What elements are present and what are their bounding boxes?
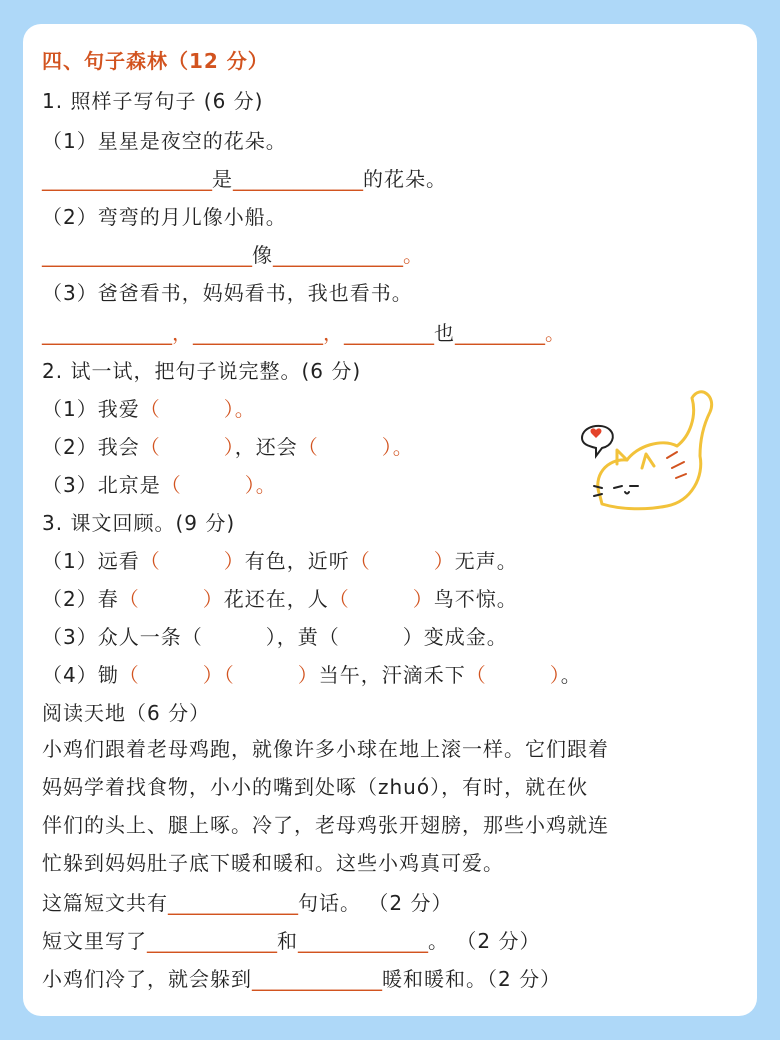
text: 。 [255, 473, 277, 497]
text: 暖和暖和。（2 分） [382, 967, 562, 991]
cat-with-heart-icon [572, 376, 722, 526]
text: ， [172, 321, 193, 345]
paren: （ [139, 549, 161, 573]
reading-q2[interactable] [42, 926, 540, 956]
passage-line: 妈妈学着找食物，小小的嘴到处啄（zhuó），有时，就在伙 [42, 775, 589, 799]
paren: （ [118, 663, 140, 687]
text: 短文里写了 [42, 929, 147, 953]
blank[interactable] [235, 663, 298, 687]
text: 和 [277, 929, 298, 953]
blank[interactable] [161, 435, 224, 459]
blank[interactable]: _____________ [168, 891, 298, 915]
blank[interactable]: _____________ [273, 243, 403, 267]
text: 像 [252, 243, 273, 267]
blank[interactable]: _____________ [298, 929, 428, 953]
blank[interactable]: _____________________ [42, 243, 252, 267]
paren: （ [349, 549, 371, 573]
section-title: 四、句子森林（12 分） [42, 49, 269, 73]
text: 这篇短文共有 [42, 891, 168, 915]
text: ， [323, 321, 344, 345]
text: （2）我会 [42, 435, 140, 459]
q1-example-3: （3）爸爸看书，妈妈看书，我也看书。 [42, 281, 413, 305]
q3-item-1[interactable] [42, 546, 518, 576]
paren: （ [139, 397, 161, 421]
text: 。 [545, 321, 566, 345]
text: 。 [234, 397, 256, 421]
text: 的花朵。 [363, 167, 447, 191]
paren: （ [297, 435, 319, 459]
reading-q3[interactable] [42, 964, 561, 994]
q2-item-2[interactable] [42, 432, 414, 462]
q1-answer-1[interactable] [42, 164, 447, 194]
text: （2）春 [42, 587, 119, 611]
text: 。 [560, 663, 582, 687]
q1-answer-3[interactable] [42, 318, 566, 348]
blank[interactable]: _____________ [147, 929, 277, 953]
paren: ） [244, 473, 256, 497]
paren: ） [223, 397, 235, 421]
text: 鸟不惊。 [433, 587, 518, 611]
blank[interactable] [487, 663, 550, 687]
paren: （ [328, 587, 350, 611]
text: 。 [403, 243, 424, 267]
blank[interactable] [161, 549, 224, 573]
text: 有色，近听 [244, 549, 350, 573]
text: 是 [212, 167, 233, 191]
text: 无声。 [454, 549, 518, 573]
text: （4）锄 [42, 663, 119, 687]
text: 。 [392, 435, 414, 459]
text: 花还在，人 [223, 587, 329, 611]
paren: ） [297, 663, 319, 687]
paren: ） [202, 663, 224, 687]
q3-item-2[interactable] [42, 584, 518, 614]
paren: ） [223, 435, 235, 459]
paren: ） [202, 587, 224, 611]
text: （3）北京是 [42, 473, 161, 497]
text: （1）我爱 [42, 397, 140, 421]
passage-line: 小鸡们跟着老母鸡跑，就像许多小球在地上滚一样。它们跟着 [42, 737, 609, 761]
q3-item-3[interactable]: （3）众人一条（ ），黄（ ）变成金。 [42, 625, 508, 649]
text: 也 [434, 321, 455, 345]
q3-item-4[interactable] [42, 660, 582, 690]
paren: （ [465, 663, 487, 687]
reading-q1[interactable] [42, 888, 452, 918]
text: ，还会 [234, 435, 298, 459]
q1-heading: 1. 照样子写句子 (6 分) [42, 89, 264, 113]
paren: （ [160, 473, 182, 497]
text: （1）远看 [42, 549, 140, 573]
paren: （ [139, 435, 161, 459]
q2-item-1[interactable] [42, 394, 256, 424]
blank[interactable] [182, 473, 245, 497]
blank[interactable]: _________________ [42, 167, 212, 191]
passage-line: 伴们的头上、腿上啄。冷了，老母鸡张开翅膀，那些小鸡就连 [42, 813, 609, 837]
text: 。 （2 分） [428, 929, 541, 953]
blank[interactable] [161, 397, 224, 421]
q1-answer-2[interactable] [42, 240, 424, 270]
q2-item-3[interactable] [42, 470, 277, 500]
blank[interactable]: _____________ [193, 321, 323, 345]
blank[interactable] [140, 587, 203, 611]
q1-example-2: （2）弯弯的月儿像小船。 [42, 205, 287, 229]
blank[interactable] [371, 549, 434, 573]
paren: ） [433, 549, 455, 573]
blank[interactable] [319, 435, 382, 459]
blank[interactable]: _____________ [252, 967, 382, 991]
text: 当午，汗滴禾下 [318, 663, 466, 687]
q2-heading: 2. 试一试，把句子说完整。(6 分) [42, 359, 362, 383]
paren: ） [223, 549, 245, 573]
blank[interactable]: _____________ [42, 321, 172, 345]
text: 句话。 （2 分） [298, 891, 453, 915]
paren: ） [549, 663, 561, 687]
passage-line: 忙躲到妈妈肚子底下暖和暖和。这些小鸡真可爱。 [42, 851, 504, 875]
paren: （ [118, 587, 140, 611]
blank[interactable]: _________ [344, 321, 434, 345]
q1-example-1: （1）星星是夜空的花朵。 [42, 129, 287, 153]
paren: ） [381, 435, 393, 459]
paren: （ [223, 663, 235, 687]
q3-heading: 3. 课文回顾。(9 分) [42, 511, 236, 535]
blank[interactable] [140, 663, 203, 687]
blank[interactable]: _____________ [233, 167, 363, 191]
blank[interactable]: _________ [455, 321, 545, 345]
text: 小鸡们冷了，就会躲到 [42, 967, 252, 991]
paren: ） [412, 587, 434, 611]
blank[interactable] [350, 587, 413, 611]
reading-heading: 阅读天地（6 分） [42, 701, 211, 725]
